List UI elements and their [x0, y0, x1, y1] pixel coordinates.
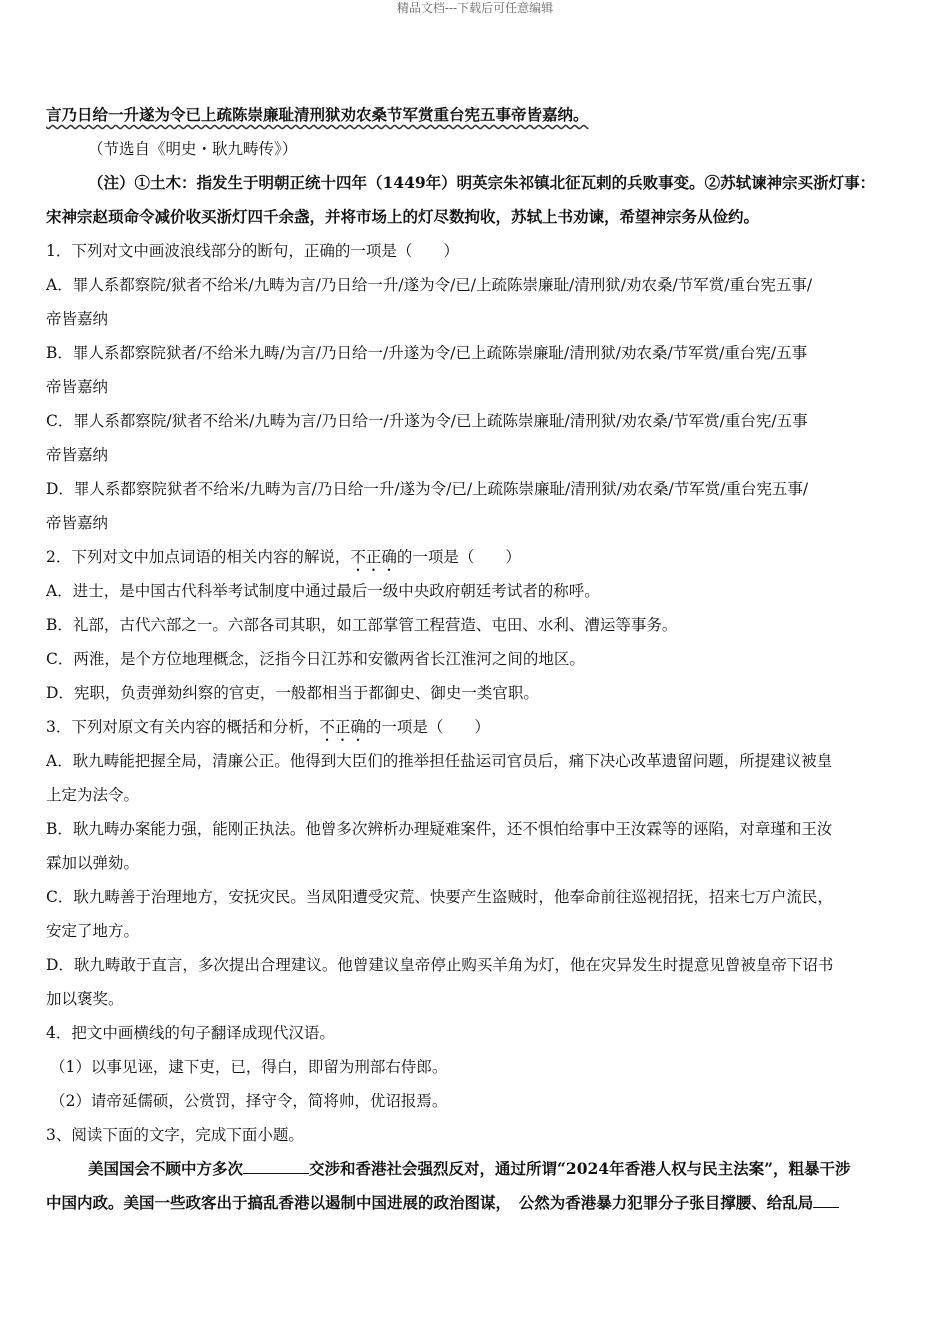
q2-option-a: A．进士，是中国古代科举考试制度中通过最后一级中央政府朝廷考试者的称呼。: [46, 582, 600, 600]
section-3-title: 3、阅读下面的文字，完成下面小题。: [46, 1126, 304, 1144]
q1-option-a-cont: 帝皆嘉纳: [46, 310, 109, 328]
q2-stem-emphasis: 不正确: [350, 548, 397, 566]
source-citation: （节选自《明史・耿九畴传》）: [88, 140, 298, 158]
q4-sentence-1: （1）以事见诬，逮下吏，已，得白，即留为刑部右侍郎。: [50, 1058, 448, 1076]
q3-stem-pre: 3．下列对原文有关内容的概括和分析，: [46, 718, 320, 736]
section-3-para-2: [46, 1186, 906, 1220]
q3-option-c-cont: 安定了地方。: [46, 922, 140, 940]
q1-option-b-cont: 帝皆嘉纳: [46, 378, 109, 396]
q2-option-b: B．礼部，古代六部之一。六部各司其职，如工部掌管工程营造、屯田、水利、漕运等事务。: [46, 616, 678, 634]
page-header: 精品文档---下载后可任意编辑: [396, 1, 554, 15]
q3-option-c: C．耿九畴善于治理地方，安抚灾民。当凤阳遭受灾荒、快要产生盗贼时，他奉命前往巡视招抚，招来七万户流民，: [46, 888, 833, 906]
sec3-p1-pre: 美国国会不顾中方多次: [88, 1159, 244, 1178]
question-4-stem: 4．把文中画横线的句子翻译成现代汉语。: [46, 1024, 335, 1042]
wavy-underlined-text: 言乃日给一升遂为令已上疏陈崇廉耻清刑狱劝农桑节军赏重台宪五事帝皆嘉纳。: [46, 105, 589, 124]
q3-option-d-cont: 加以褒奖。: [46, 990, 124, 1008]
q4-sentence-2: （2）请帝延儒硕，公赏罚，择守令，简将帅，优诏报焉。: [50, 1092, 448, 1110]
q3-option-b-cont: 霖加以弹劾。: [46, 854, 140, 872]
q1-option-d-cont: 帝皆嘉纳: [46, 514, 109, 532]
sec3-p1-post: 交涉和香港社会强烈反对，通过所谓“2024年香港人权与民主法案”，粗暴干涉: [309, 1159, 851, 1178]
question-1-stem: 1．下列对文中画波浪线部分的断句，正确的一项是（ ）: [46, 242, 459, 260]
q3-option-d: D．耿九畴敢于直言，多次提出合理建议。他曾建议皇帝停止购买羊角为灯，他在灾异发生时提意见曾被皇帝下诏书: [46, 956, 834, 974]
passage-end: [46, 98, 906, 132]
fill-blank-1[interactable]: [243, 1159, 309, 1174]
fill-blank-2[interactable]: [813, 1193, 839, 1208]
section-3-para-1: [46, 1152, 906, 1186]
q3-option-a: A．耿九畴能把握全局，清廉公正。他得到大臣们的推举担任盐运司官员后，痛下决心改革遗留问题，所提建议被皇: [46, 752, 833, 770]
q2-stem-post: 的一项是（ ）: [396, 548, 521, 566]
note-line-2: 宋神宗赵顼命令减价收买浙灯四千余盏，并将市场上的灯尽数拘收，苏轼上书劝谏，希望神宗务从俭约。: [46, 207, 760, 226]
q1-option-c-cont: 帝皆嘉纳: [46, 446, 109, 464]
q1-option-d: D．罪人系都察院狱者不给米/九畴为言/乃日给一升/遂为令/已/上疏陈崇廉耻/清刑狱/劝农桑/节军赏/重台宪五事/: [46, 480, 809, 498]
q3-stem-post: 的一项是（ ）: [365, 718, 490, 736]
q3-option-a-cont: 上定为法令。: [46, 786, 140, 804]
q1-option-c: C．罪人系都察院/狱者不给米/九畴为言/乃日给一/升遂为令/已上疏陈崇廉耻/清刑狱/劝农桑/节军赏/重台宪/五事: [46, 412, 808, 430]
question-3-stem: [46, 710, 906, 744]
q1-option-a: A．罪人系都察院/狱者不给米/九畴为言/乃日给一升/遂为令/已/上疏陈崇廉耻/清刑狱/劝农桑/节军赏/重台宪五事/: [46, 276, 813, 294]
document-body: [46, 98, 906, 1220]
sec3-p2-text: 中国内政。美国一些政客出于搞乱香港以遏制中国进展的政治图谋， 公然为香港暴力犯罪分子张目撑腰、给乱局: [46, 1193, 814, 1212]
q2-option-d: D．宪职，负责弹劾纠察的官吏，一般都相当于都御史、御史一类官职。: [46, 684, 539, 702]
q3-stem-emphasis: 不正确: [319, 718, 366, 736]
question-2-stem: [46, 540, 906, 574]
q1-option-b: B．罪人系都察院狱者/不给米九畴/为言/乃日给一/升遂为令/已上疏陈崇廉耻/清刑狱/劝农桑/节军赏/重台宪/五事: [46, 344, 808, 362]
q2-option-c: C．两淮，是个方位地理概念，泛指今日江苏和安徽两省长江淮河之间的地区。: [46, 650, 585, 668]
q2-stem-pre: 2．下列对文中加点词语的相关内容的解说，: [46, 548, 351, 566]
note-line-1: （注）①土木：指发生于明朝正统十四年（1449年）明英宗朱祁镇北征瓦剌的兵败事变。②苏轼谏神宗买浙灯事：: [88, 173, 876, 192]
q3-option-b: B．耿九畴办案能力强，能刚正执法。他曾多次辨析办理疑难案件，还不惧怕给事中王汝霖等的诬陷，对章瑾和王汝: [46, 820, 833, 838]
